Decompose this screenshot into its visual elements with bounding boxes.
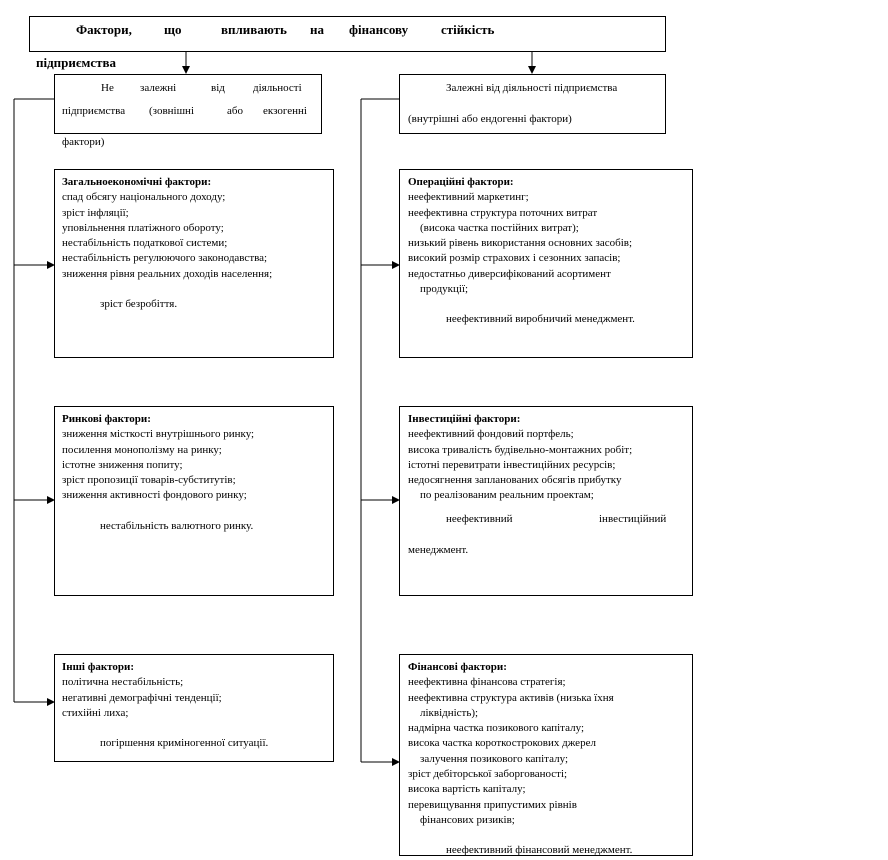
operational-factor-item: неефективна структура поточних витрат: [408, 206, 598, 219]
general-factor-item: зріст інфляції;: [62, 206, 129, 219]
other-factor-item: негативні демографічні тенденції;: [62, 691, 222, 704]
financial-factors-content: [408, 660, 632, 859]
market-factors-heading: Ринкові фактори:: [62, 413, 151, 425]
general-factor-item: нестабільність податкової системи;: [62, 237, 228, 250]
investment-factor-item: неефективний фондовий портфель;: [408, 428, 574, 441]
financial-factor-last: неефективний фінансовий менеджмент.: [446, 844, 633, 857]
financial-factor-item: неефективна структура активів (низька їхня: [408, 691, 614, 704]
investment-factors-content: [408, 412, 632, 504]
title-continuation: підприємства: [36, 55, 117, 70]
right-header-line1: Залежні від діяльності підприємства: [446, 82, 618, 94]
market-factor-item: істотне зниження попиту;: [62, 458, 183, 471]
operational-factors-heading: Операційні фактори:: [408, 176, 514, 188]
market-factor-last: нестабільність валютного ринку.: [100, 519, 254, 532]
title-word-3: впливають: [221, 22, 287, 37]
left-header-w2: залежні: [140, 82, 177, 94]
investment-factor-item: недосягнення запланованих обсягів прибутку: [408, 474, 622, 487]
financial-factor-item: перевищування припустимих рівнів: [408, 798, 577, 811]
investment-factor-item: істотні перевитрати інвестиційних ресурсів;: [408, 458, 616, 471]
operational-factor-item: продукції;: [420, 283, 469, 296]
market-factor-item: зниження місткості внутрішнього ринку;: [62, 428, 255, 441]
financial-factor-item: зріст дебіторської заборгованості;: [408, 768, 568, 781]
investment-factors-heading: Інвестиційні фактори:: [408, 413, 521, 425]
market-factor-item: зниження активності фондового ринку;: [62, 489, 247, 502]
general-factor-last: зріст безробіття.: [100, 298, 178, 311]
general-factors-content: [62, 175, 272, 312]
investment-last-word1: неефективний: [446, 513, 513, 525]
financial-factor-item: ліквідність);: [420, 706, 479, 719]
investment-last-word2: інвестиційний: [599, 513, 667, 525]
left-header-w6: (зовнішні: [149, 105, 194, 117]
title-word-1: Фактори,: [76, 22, 132, 37]
title-word-5: фінансову: [349, 22, 409, 37]
investment-factor-item: по реалізованим реальним проектам;: [420, 489, 594, 502]
general-factor-item: нестабільність регулюючого законодавства;: [62, 252, 268, 265]
operational-factor-item: недостатньо диверсифікований асортимент: [408, 267, 611, 280]
financial-factor-item: висока частка короткострокових джерел: [408, 737, 596, 750]
general-factors-heading: Загальноекономічні фактори:: [62, 176, 212, 188]
financial-factor-item: неефективна фінансова стратегія;: [408, 676, 566, 689]
operational-factor-item: високий розмір страхових і сезонних запасів;: [408, 252, 621, 265]
left-header-w1: Не: [101, 82, 114, 94]
left-header-w5: підприємства: [62, 105, 126, 117]
title-word-4: на: [310, 22, 324, 37]
operational-factor-item: (висока частка постійних витрат);: [420, 221, 579, 234]
market-factor-item: посилення монополізму на ринку;: [62, 443, 222, 456]
left-header-w3: від: [211, 82, 225, 94]
operational-factor-last: неефективний виробничий менеджмент.: [446, 313, 635, 326]
left-header-w7: або: [227, 105, 243, 117]
financial-factor-item: надмірна частка позикового капіталу;: [408, 722, 585, 735]
financial-factor-item: залучення позикового капіталу;: [420, 752, 569, 765]
operational-factor-item: неефективний маркетинг;: [408, 191, 529, 204]
market-factor-item: зріст пропозиції товарів-субститутів;: [62, 474, 236, 487]
general-factor-item: зниження рівня реальних доходів населення;: [62, 267, 273, 280]
other-factor-last: погіршення криміногенної ситуації.: [100, 737, 269, 750]
other-factors-heading: Інші фактори:: [62, 661, 135, 673]
operational-factor-item: низький рівень використання основних засобів;: [408, 237, 633, 250]
other-factors-content: [62, 660, 268, 751]
general-factor-item: уповільнення платіжного обороту;: [62, 221, 224, 234]
investment-factor-item: висока тривалість будівельно-монтажних робіт;: [408, 443, 633, 456]
left-header-line3: фактори): [62, 136, 105, 148]
other-factor-item: політична нестабільність;: [62, 676, 184, 689]
left-header-w8: екзогенні: [263, 105, 307, 117]
investment-last-line2: менеджмент.: [408, 544, 469, 556]
operational-factors-content: [408, 175, 635, 328]
right-header-line2: (внутрішні або ендогенні фактори): [408, 113, 572, 125]
title-word-2: що: [164, 22, 182, 37]
financial-factor-item: висока вартість капіталу;: [408, 783, 526, 796]
financial-factors-heading: Фінансові фактори:: [408, 661, 507, 673]
market-factors-content: [62, 412, 254, 534]
title-word-6: стійкість: [441, 22, 495, 37]
other-factor-item: стихійні лиха;: [62, 706, 129, 719]
general-factor-item: спад обсягу національного доходу;: [62, 191, 226, 204]
financial-factor-item: фінансових ризиків;: [420, 813, 515, 826]
left-header-w4: діяльності: [253, 82, 302, 94]
